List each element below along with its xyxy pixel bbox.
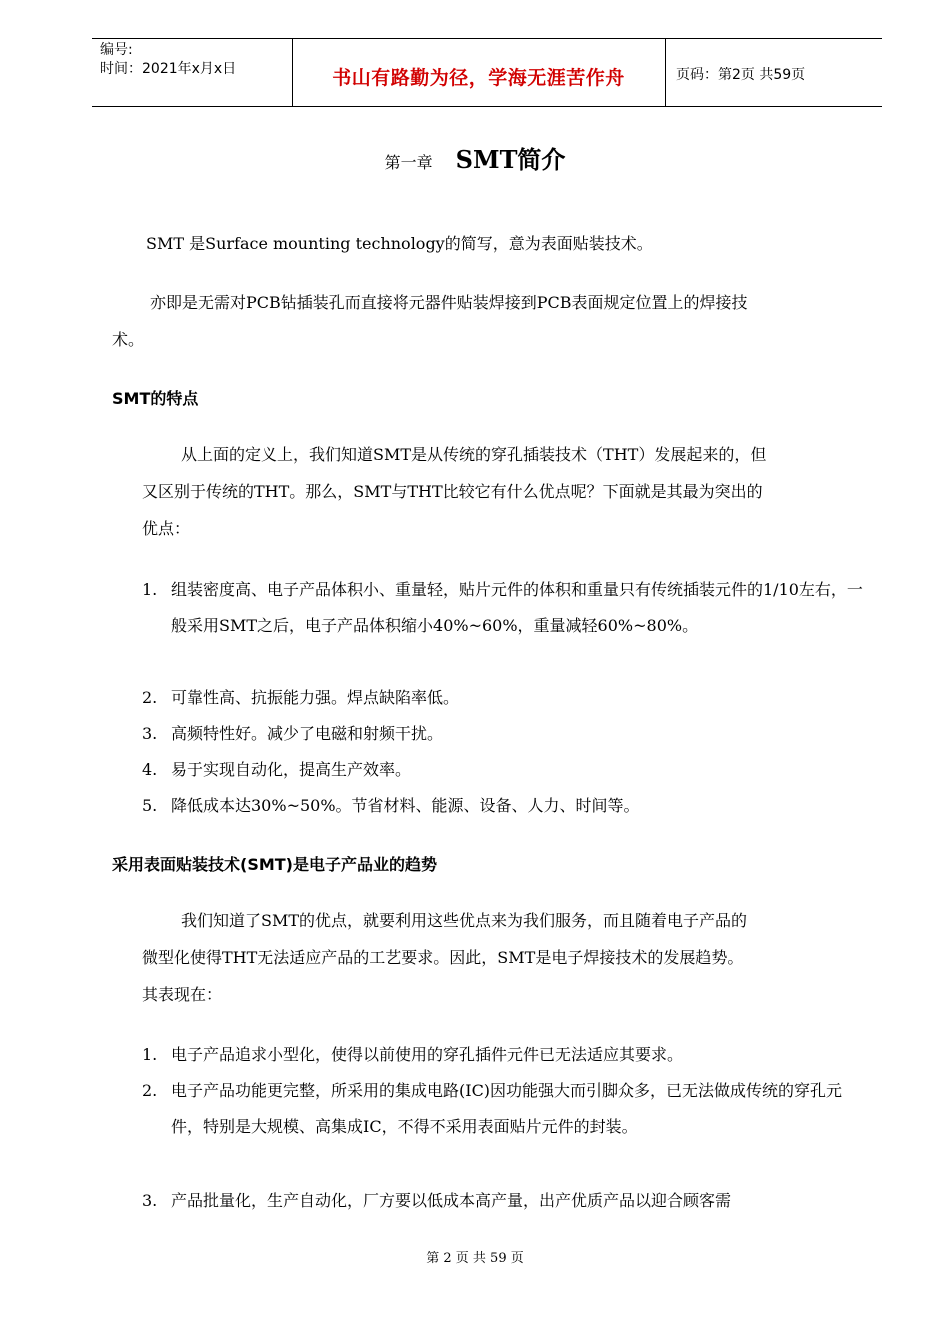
chapter-main-title: SMT简介 bbox=[455, 145, 566, 174]
number-label: 编号: bbox=[100, 42, 133, 58]
list-item bbox=[142, 1183, 872, 1219]
list-item bbox=[142, 680, 872, 716]
section2-para-line: 其表现在： bbox=[142, 985, 223, 1004]
chapter-number: 第一章 bbox=[384, 153, 433, 172]
list-item bbox=[142, 572, 872, 644]
intro-paragraph-2-line-2: 术。 bbox=[112, 330, 145, 349]
list-item-number: 3. bbox=[142, 724, 158, 743]
header-meta bbox=[100, 41, 236, 79]
section1-para-line: 优点： bbox=[142, 519, 191, 538]
list-item-text: 可靠性高、抗振能力强。焊点缺陷率低。 bbox=[171, 688, 460, 707]
list-item-number: 2. bbox=[142, 1081, 158, 1100]
header-divider bbox=[665, 39, 666, 106]
list-item-number: 2. bbox=[142, 688, 158, 707]
section-heading: SMT的特点 bbox=[112, 389, 199, 408]
list-item-text: 组装密度高、电子产品体积小、重量轻，贴片元件的体积和重量只有传统插装元件的1/10左右，一般采用SMT之后，电子产品体积缩小40%~60%，重量减轻60%~80%。 bbox=[171, 580, 863, 635]
list-item-number: 5. bbox=[142, 796, 158, 815]
list-item bbox=[142, 716, 872, 752]
list-item bbox=[142, 788, 872, 824]
header-page-info: 页码：第2页 共59页 bbox=[676, 67, 806, 83]
list-item-text: 产品批量化，生产自动化，厂方要以低成本高产量，出产优质产品以迎合顾客需 bbox=[171, 1191, 732, 1210]
section1-para-line: 又区别于传统的THT。那么，SMT与THT比较它有什么优点呢？下面就是其最为突出的 bbox=[142, 482, 763, 501]
intro-paragraph-1: SMT 是Surface mounting technology的简写，意为表面贴装技术。 bbox=[146, 234, 653, 253]
page-footer: 第 2 页 共 59 页 bbox=[426, 1251, 524, 1266]
time-label: 时间：2021年x月x日 bbox=[100, 61, 237, 77]
section2-para-line: 微型化使得THT无法适应产品的工艺要求。因此，SMT是电子焊接技术的发展趋势。 bbox=[142, 948, 744, 967]
header-motto: 书山有路勤为径，学海无涯苦作舟 bbox=[332, 67, 625, 89]
list-item-text: 电子产品追求小型化，使得以前使用的穿孔插件元件已无法适应其要求。 bbox=[171, 1045, 684, 1064]
list-item bbox=[142, 1073, 872, 1145]
list-item-text: 降低成本达30%~50%。节省材料、能源、设备、人力、时间等。 bbox=[171, 796, 640, 815]
section-heading: 采用表面贴装技术(SMT)是电子产品业的趋势 bbox=[112, 855, 437, 874]
list-item bbox=[142, 1037, 872, 1073]
list-item-text: 电子产品功能更完整，所采用的集成电路(IC)因功能强大而引脚众多，已无法做成传统的穿孔元件，特别是大规模、高集成IC，不得不采用表面贴片元件的封装。 bbox=[171, 1081, 843, 1136]
list-item-text: 易于实现自动化，提高生产效率。 bbox=[171, 760, 412, 779]
list-item-number: 4. bbox=[142, 760, 158, 779]
section2-para-line: 我们知道了SMT的优点，就要利用这些优点来为我们服务，而且随着电子产品的 bbox=[181, 911, 748, 930]
section1-para-line: 从上面的定义上，我们知道SMT是从传统的穿孔插装技术（THT）发展起来的，但 bbox=[181, 445, 767, 464]
page-header bbox=[92, 38, 882, 107]
list-item-number: 3. bbox=[142, 1191, 158, 1210]
list-item bbox=[142, 752, 872, 788]
list-item-text: 高频特性好。减少了电磁和射频干扰。 bbox=[171, 724, 444, 743]
intro-paragraph-2-line-1: 亦即是无需对PCB钻插装孔而直接将元器件贴装焊接到PCB表面规定位置上的焊接技 bbox=[150, 293, 748, 312]
list-item-number: 1. bbox=[142, 1045, 158, 1064]
chapter-title bbox=[0, 140, 950, 175]
list-item-number: 1. bbox=[142, 580, 158, 599]
